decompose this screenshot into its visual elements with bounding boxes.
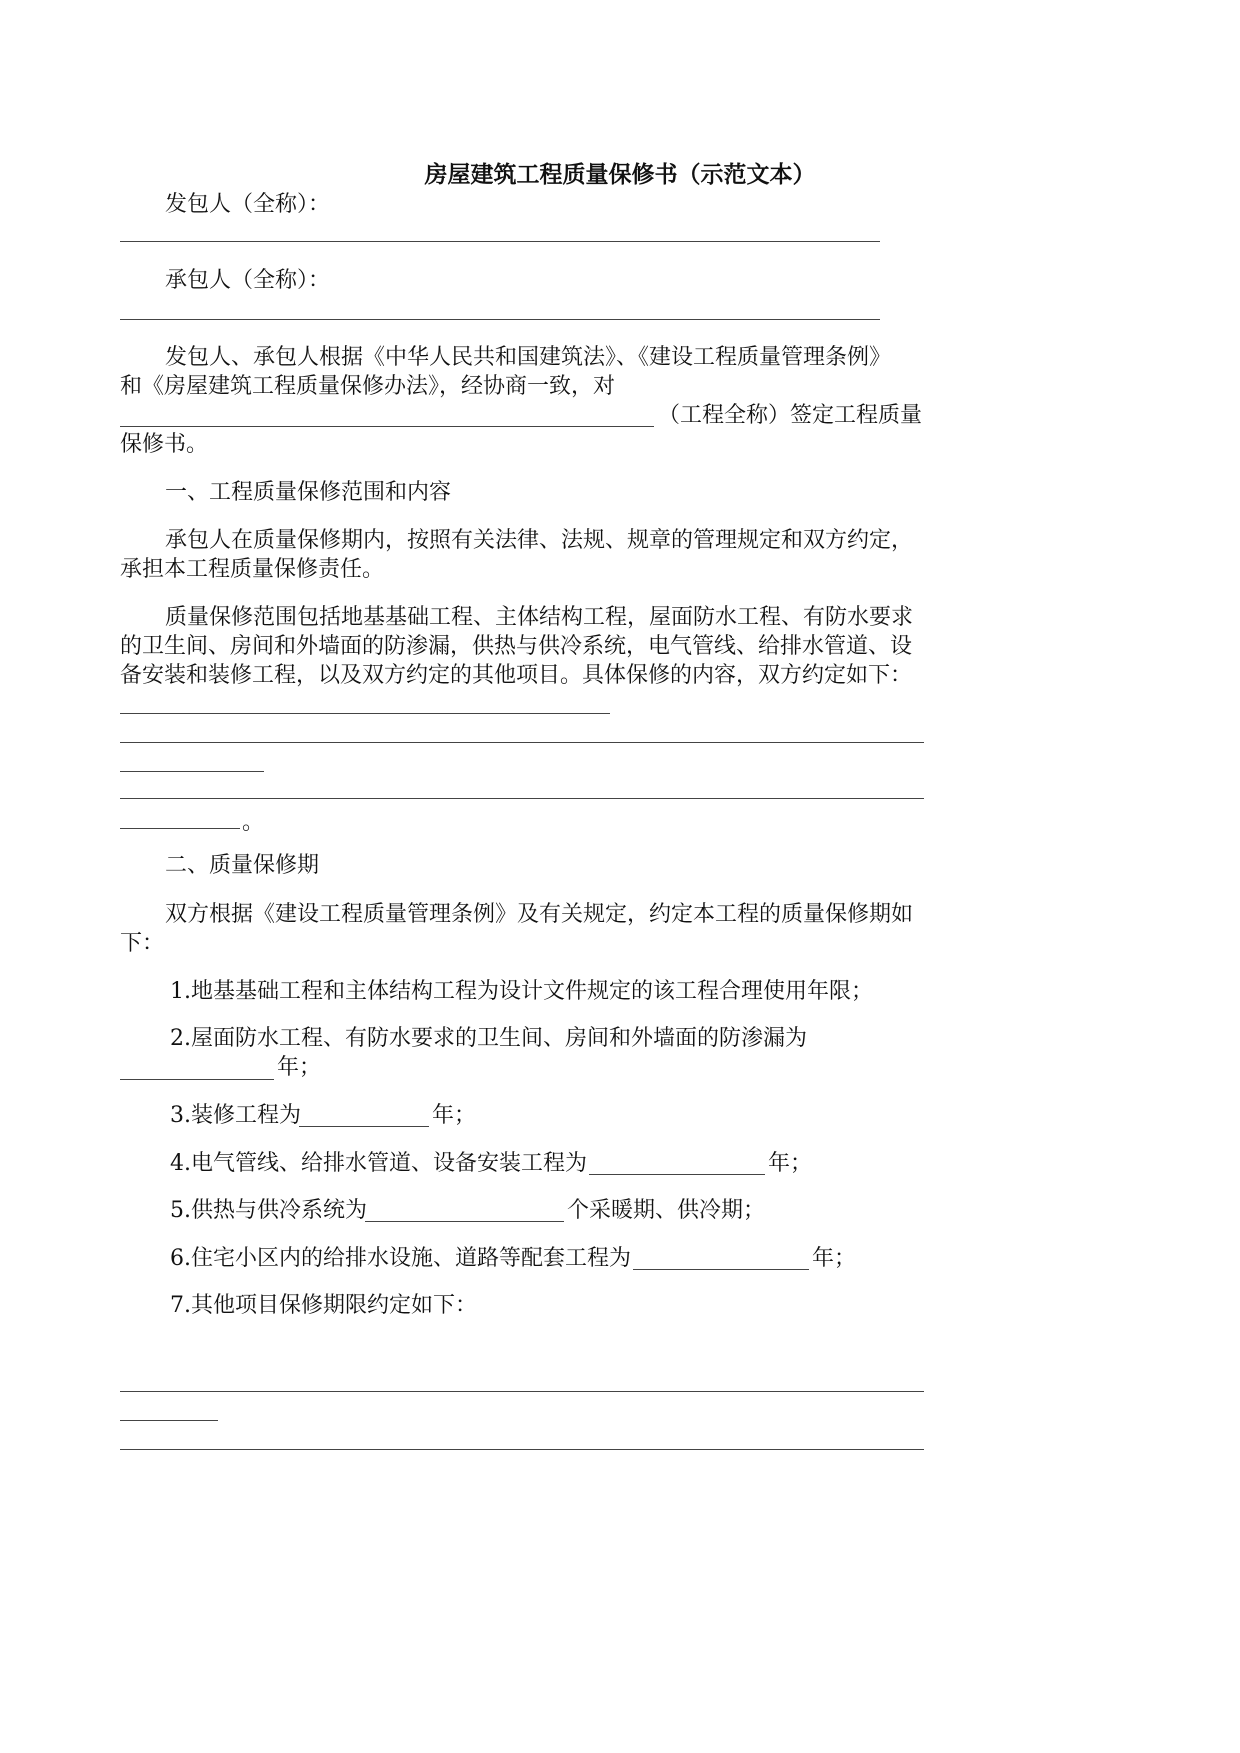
- warranty-item-5-tail: 个采暖期、供冷期；: [567, 1198, 766, 1223]
- item-2-years-fill-line[interactable]: [120, 1079, 274, 1080]
- warranty-item-7: 7.其他项目保修期限约定如下：: [170, 1293, 477, 1318]
- section-1-p2-line-2: 的卫生间、房间和外墙面的防渗漏，供热与供冷系统，电气管线、给排水管道、设: [120, 634, 913, 659]
- other-items-fill-line[interactable]: [120, 1391, 924, 1392]
- section-2-p1-line-2: 下：: [120, 931, 165, 956]
- other-items-fill-line[interactable]: [120, 1420, 218, 1421]
- warranty-item-4-head: 4.电气管线、给排水管道、设备安装工程为: [170, 1151, 587, 1176]
- scope-fill-line[interactable]: [120, 828, 240, 829]
- item-3-years-fill-line[interactable]: [299, 1126, 429, 1127]
- item-4-years-fill-line[interactable]: [589, 1174, 765, 1175]
- section-2-p1-line-1: 双方根据《建设工程质量管理条例》及有关规定，约定本工程的质量保修期如: [165, 902, 914, 927]
- scope-fill-line[interactable]: [120, 798, 924, 799]
- intro-line-3-tail: （工程全称）签定工程质量: [658, 403, 923, 428]
- party-b-label: 承包人（全称）：: [165, 268, 331, 293]
- scope-end-mark: 。: [242, 810, 265, 835]
- section-2-heading: 二、质量保修期: [165, 853, 320, 878]
- section-1-p2-line-3: 备安装和装修工程，以及双方约定的其他项目。具体保修的内容，双方约定如下：: [120, 663, 913, 688]
- scope-fill-line[interactable]: [120, 742, 924, 743]
- scope-fill-line[interactable]: [120, 713, 610, 714]
- warranty-item-6-head: 6.住宅小区内的给排水设施、道路等配套工程为: [170, 1246, 631, 1271]
- document-title: 房屋建筑工程质量保修书（示范文本）: [424, 161, 816, 188]
- party-a-label: 发包人（全称）：: [165, 192, 331, 217]
- warranty-item-1: 1.地基基础工程和主体结构工程为设计文件规定的该工程合理使用年限；: [170, 979, 873, 1004]
- section-1-p1-line-1: 承包人在质量保修期内，按照有关法律、法规、规章的管理规定和双方约定，: [165, 528, 914, 553]
- party-b-fill-line[interactable]: [120, 319, 880, 320]
- party-a-fill-line[interactable]: [120, 241, 880, 242]
- warranty-item-3-head: 3.装修工程为: [170, 1103, 301, 1128]
- intro-line-4: 保修书。: [120, 432, 209, 457]
- intro-line-2: 和《房屋建筑工程质量保修办法》，经协商一致，对: [120, 374, 616, 399]
- section-1-heading: 一、工程质量保修范围和内容: [165, 480, 452, 505]
- warranty-item-3-tail: 年；: [432, 1103, 477, 1128]
- intro-line-1: 发包人、承包人根据《中华人民共和国建筑法》、《建设工程质量管理条例》: [165, 345, 892, 370]
- section-1-p1-line-2: 承担本工程质量保修责任。: [120, 557, 385, 582]
- item-6-years-fill-line[interactable]: [633, 1269, 809, 1270]
- project-name-fill-line[interactable]: [120, 426, 654, 427]
- warranty-item-6-tail: 年；: [812, 1246, 857, 1271]
- section-1-p2-line-1: 质量保修范围包括地基基础工程、主体结构工程，屋面防水工程、有防水要求: [165, 605, 914, 630]
- warranty-item-5-head: 5.供热与供冷系统为: [170, 1198, 367, 1223]
- warranty-item-2-tail: 年；: [277, 1055, 322, 1080]
- item-5-periods-fill-line[interactable]: [365, 1221, 564, 1222]
- scope-fill-line[interactable]: [120, 771, 264, 772]
- warranty-item-2-line-1: 2.屋面防水工程、有防水要求的卫生间、房间和外墙面的防渗漏为: [170, 1026, 807, 1051]
- warranty-item-4-tail: 年；: [768, 1151, 813, 1176]
- other-items-fill-line[interactable]: [120, 1449, 924, 1450]
